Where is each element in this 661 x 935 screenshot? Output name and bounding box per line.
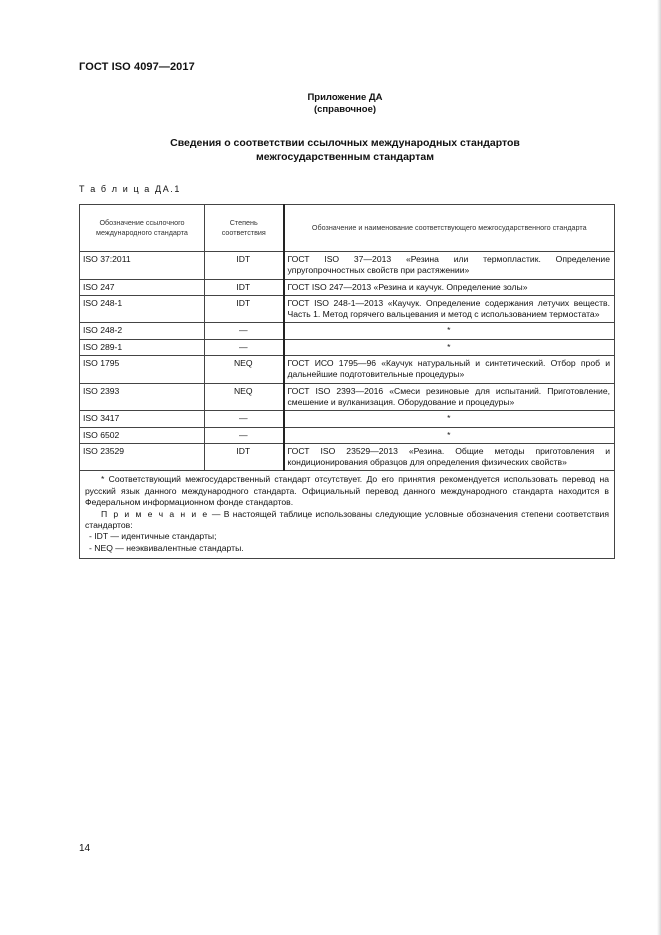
legend-item: - NEQ — неэквивалентные стандарты. — [89, 542, 244, 553]
degree-cell: NEQ — [205, 356, 284, 384]
degree-cell: IDT — [205, 279, 284, 295]
table-row — [80, 356, 615, 384]
degree-cell: IDT — [205, 443, 284, 471]
page-number: 14 — [79, 843, 91, 854]
degree-cell: — — [205, 427, 284, 443]
degree-cell: — — [205, 323, 284, 339]
gost-cell: * — [284, 339, 615, 355]
table-row — [80, 323, 615, 339]
reference-cell: ISO 3417 — [80, 411, 205, 427]
reference-cell: ISO 6502 — [80, 427, 205, 443]
reference-cell: ISO 289-1 — [80, 339, 205, 355]
gost-cell: ГОСТ ISO 247—2013 «Резина и каучук. Определение золы» — [284, 279, 615, 295]
degree-cell: IDT — [205, 252, 284, 280]
reference-cell: ISO 248-1 — [80, 295, 205, 323]
reference-cell: ISO 248-2 — [80, 323, 205, 339]
correspondence-table — [79, 204, 615, 559]
gost-cell: ГОСТ ISO 37—2013 «Резина или термопластик. Определение упругопрочностных свойств при растяжении» — [284, 252, 615, 280]
note-label: П р и м е ч а н и е — [101, 508, 209, 519]
reference-cell: ISO 2393 — [80, 383, 205, 411]
footnote: * Соответствующий межгосударственный стандарт отсутствует. До его принятия рекомендуется использовать перевод на русский язык данного международного стандарта. Официальный перевод данного международного стандарта находится в Федеральном информационном фонде стандартов. — [85, 474, 609, 508]
table-notes-row — [80, 471, 615, 559]
appendix-subtitle: (справочное) — [313, 104, 377, 115]
degree-cell: — — [205, 411, 284, 427]
gost-cell: ГОСТ ISO 2393—2016 «Смеси резиновые для испытаний. Приготовление, смешение и вулканизация. Оборудование и процедуры» — [284, 383, 615, 411]
gost-cell: * — [284, 411, 615, 427]
section-heading-line-1: Сведения о соответствии ссылочных международных стандартов — [170, 137, 520, 149]
reference-cell: ISO 37:2011 — [80, 252, 205, 280]
column-header-degree: Степень соответствия — [205, 205, 284, 252]
appendix-title: Приложение ДА — [307, 92, 383, 103]
reference-cell: ISO 1795 — [80, 356, 205, 384]
table-row — [80, 295, 615, 323]
degree-cell: IDT — [205, 295, 284, 323]
gost-cell: ГОСТ ISO 248-1—2013 «Каучук. Определение содержания летучих веществ. Часть 1. Метод горячего вальцевания и метод с использованием термостата» — [284, 295, 615, 323]
table-row — [80, 339, 615, 355]
table-row — [80, 443, 615, 471]
reference-cell: ISO 247 — [80, 279, 205, 295]
table-row — [80, 279, 615, 295]
degree-cell: NEQ — [205, 383, 284, 411]
table-row — [80, 383, 615, 411]
table-header-row — [80, 205, 615, 252]
column-header-gost: Обозначение и наименование соответствующего межгосударственного стандарта — [284, 205, 615, 252]
table-notes — [80, 471, 615, 559]
standard-header: ГОСТ ISO 4097—2017 — [79, 61, 195, 73]
gost-cell: ГОСТ ISO 23529—2013 «Резина. Общие методы приготовления и кондиционирования образцов для определения физических свойств» — [284, 443, 615, 471]
table-row — [80, 427, 615, 443]
section-heading-line-2: межгосударственным стандартам — [256, 151, 434, 163]
note — [85, 509, 609, 532]
gost-cell: * — [284, 323, 615, 339]
gost-cell: ГОСТ ИСО 1795—96 «Каучук натуральный и синтетический. Отбор проб и дальнейшие подготовительные процедуры» — [284, 356, 615, 384]
table-caption: Т а б л и ц а ДА.1 — [79, 184, 182, 194]
legend-item: - IDT — идентичные стандарты; — [89, 531, 217, 542]
gost-cell: * — [284, 427, 615, 443]
degree-cell: — — [205, 339, 284, 355]
note-text: — В настоящей таблице использованы следующие условные обозначения степени соответствия стандартов: — [85, 508, 609, 531]
table-row — [80, 252, 615, 280]
column-header-reference: Обозначение ссылочного международного стандарта — [80, 205, 205, 252]
reference-cell: ISO 23529 — [80, 443, 205, 471]
table-row — [80, 411, 615, 427]
